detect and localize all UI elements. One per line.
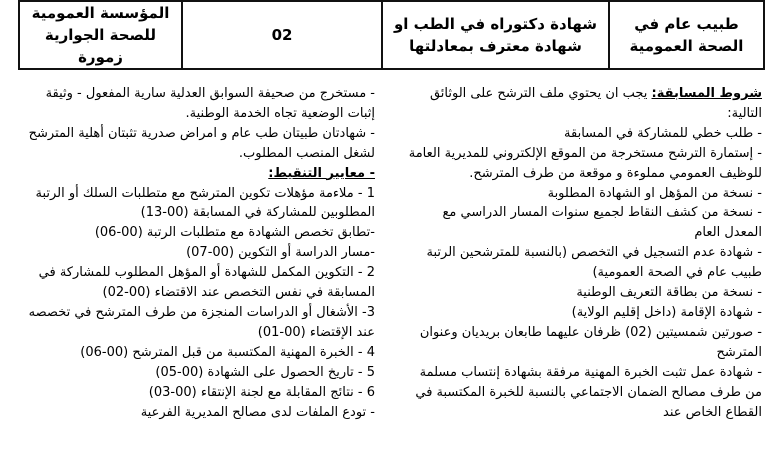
conditions-intro: شروط المسابقة: يجب ان يحتوي ملف الترشح على الوثائق التالية: [429,86,762,121]
list-item: - تودع الملفات لدى مصالح المديرية الفرعية [140,404,375,420]
posts-count-cell: 02 [182,1,382,69]
list-item: -مسار الدراسة أو التكوين (00-07) [186,245,375,261]
list-item: - نسخة من المؤهل او الشهادة المطلوبة [547,185,762,201]
table-row [19,1,764,69]
institution-cell: المؤسسة العمومية للصحة الجوارية زمورة [19,1,182,69]
list-item: - إستمارة الترشح مستخرجة من الموقع الإلكتروني للمديرية العامة للوظيف العمومي مملوءة و موقعة من طرف المترشح. [408,145,762,181]
conditions-title: شروط المسابقة: [651,86,762,101]
conditions-column [402,84,762,422]
list-item: 1 - ملاءمة مؤهلات تكوين المترشح مع متطلبات السلك أو الرتبة المطلوبين للمشاركة في المسابقة (00-13) [35,185,375,221]
list-item: - نسخة من كشف النقاط لجميع سنوات المسار الدراسي مع المعدل العام [442,205,762,241]
list-item: - نسخة من بطاقة التعريف الوطنية [576,285,762,301]
list-item: - شهادة عدم التسجيل في التخصص (بالنسبة للمترشحين الرتبة طبيب عام في الصحة العمومية) [426,245,762,281]
list-item: -تطابق تخصص الشهادة مع متطلبات الرتبة (00-06) [94,225,375,241]
list-item: 2 - التكوين المكمل للشهادة أو المؤهل المطلوب للمشاركة في المسابقة في نفس التخصص عند الاقتضاء (00-02) [38,265,375,301]
list-item: 4 - الخبرة المهنية المكتسبة من قبل المترشح (00-06) [80,344,375,360]
list-item: 3- الأشغال أو الدراسات المنجزة من طرف المترشح في تخصصه عند الإقتضاء (00-01) [28,304,375,340]
list-item: - صورتين شمسيتين (02) ظرفان عليهما طابعان بريديان وعنوان المترشح [419,324,762,360]
grade-cell: طبيب عام في الصحة العمومية [609,1,764,69]
list-item: 6 - نتائج المقابلة مع لجنة الإنتقاء (00-03) [148,384,375,400]
criteria-title: - معايير التنقيط: [268,165,375,181]
list-item: - مستخرج من صحيفة السوابق العدلية سارية المفعول - وثيقة إثبات الوضعية تجاه الخدمة الوطنية. [45,86,375,121]
criteria-column [20,84,375,422]
posts-table [18,0,765,70]
list-item: - شهادتان طبيتان طب عام و امراض صدرية تثبتان أهلية المترشح لشغل المنصب المطلوب. [28,125,375,161]
list-item: - طلب خطي للمشاركة في المسابقة [564,125,762,141]
qualification-cell: شهادة دكتوراه في الطب او شهادة معترف بمعادلتها [382,1,609,69]
list-item: - شهادة عمل تثبت الخبرة المهنية مرفقة بشهادة إنتساب مسلمة من طرف مصالح الضمان الاجتماعي بالنسبة للخبرة المكتسبة في القطاع الخاص عند [415,364,762,420]
list-item: - شهادة الإقامة (داخل إقليم الولاية) [571,304,762,320]
list-item: 5 - تاريخ الحصول على الشهادة (00-05) [155,364,375,380]
